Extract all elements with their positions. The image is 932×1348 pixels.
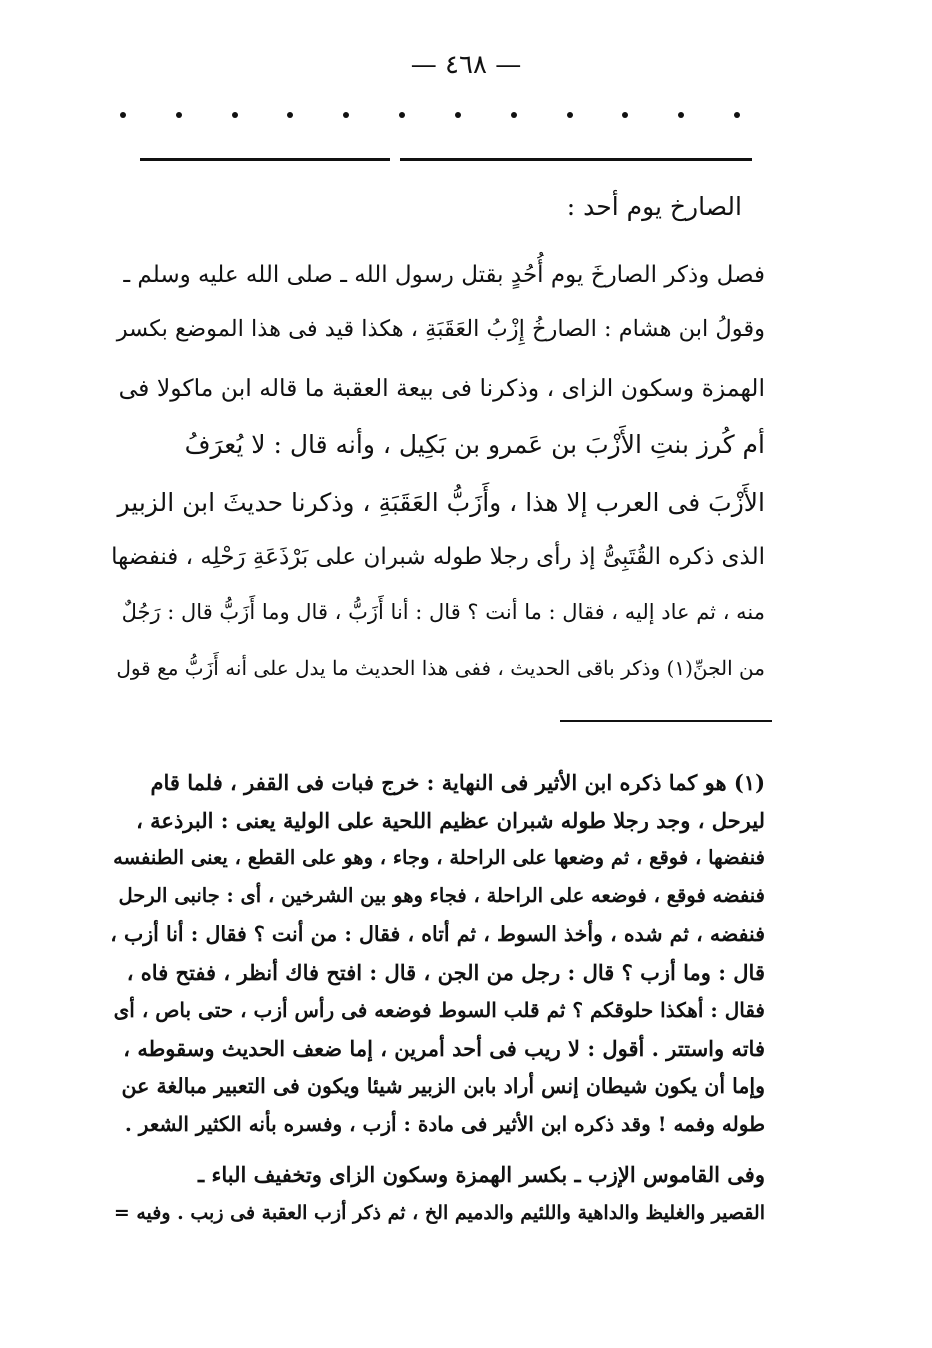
- header-rule-left: [140, 158, 390, 161]
- footnote-line: وفى القاموس الإزب ـ بكسر الهمزة وسكون الزاى وتخفيف الباء ـ: [198, 1162, 765, 1187]
- ornament-dot: [455, 112, 461, 118]
- ornamental-dots: [120, 112, 740, 118]
- ornament-dot: [511, 112, 517, 118]
- footnote-separator: [560, 720, 772, 722]
- footnote-line: (١) هو كما ذكره ابن الأثير فى النهاية : خرج فبات فى القفر ، فلما قام: [150, 770, 765, 795]
- ornament-dot: [343, 112, 349, 118]
- footnote-line: القصير والغليظ والداهية واللئيم والدميم الخ ، ثم ذكر أزب العقبة فى زبب . وفيه =: [113, 1202, 765, 1224]
- text-line: من الجنِّ(١) وذكر باقى الحديث ، ففى هذا الحديث ما يدل على أنه أَزَبُّ مع قول: [116, 656, 765, 680]
- ornament-dot: [678, 112, 684, 118]
- ornament-dot: [120, 112, 126, 118]
- footnote-line: قال : وما أزب ؟ قال : رجل من الجن ، قال : افتح فاك أنظر ، ففتح فاه ،: [126, 960, 765, 985]
- header-rule-right: [400, 158, 752, 161]
- ornament-dot: [287, 112, 293, 118]
- text-line: الذى ذكره القُتَبِىُّ إذ رأى رجلا طوله شبران على بَرْذَعَةِ رَحْلِه ، فنفضها: [111, 544, 765, 570]
- text-line: أم كُرز بنتِ الأَزْبَ بن عَمرو بن بَكِيل ، وأنه قال : لا يُعرَفُ: [184, 430, 765, 459]
- footnote-line: فاته واستتر . أقول : لا ريب فى أحد أمرين ، إما ضعف الحديث وسقوطه ،: [123, 1036, 765, 1061]
- text-line: منه ، ثم عاد إليه ، فقال : ما أنت ؟ قال : أنا أَزَبُّ ، قال وما أَزَبُّ قال : رَجُلٌ: [121, 600, 765, 624]
- footnote-line: ليرحل ، وجد رجلا طوله شبران عظيم اللحية على الولية يعنى : البرذعة ،: [136, 808, 765, 833]
- text-line: الهمزة وسكون الزاى ، وذكرنا فى بيعة العقبة ما قاله ابن ماكولا فى: [118, 374, 765, 402]
- page-number: — ٤٦٨ —: [410, 50, 522, 80]
- ornament-dot: [232, 112, 238, 118]
- ornament-dot: [567, 112, 573, 118]
- footnote-line: فقال : أهكذا حلوقكم ؟ ثم قلب السوط فوضعه فى رأس أزب ، حتى باص ، أى: [113, 998, 765, 1022]
- footnote: [110, 770, 765, 1270]
- ornament-dot: [734, 112, 740, 118]
- footnote-line: فنفضه ، ثم شده ، وأخذ السوط ، ثم أتاه ، فقال : من أنت ؟ فقال : أنا أزب ،: [110, 922, 765, 946]
- section-heading: الصارخ يوم أحد :: [566, 192, 742, 221]
- ornament-dot: [622, 112, 628, 118]
- text-line: الأَزْبَ فى العرب إلا هذا ، وأَزَبُّ العَقَبَةِ ، وذكرنا حديثَ ابن الزبير: [117, 488, 765, 517]
- text-line: فصل وذكر الصارخَ يوم أُحُدٍ بقتل رسول الله ـ صلى الله عليه وسلم ـ: [123, 262, 765, 288]
- main-text: [110, 262, 765, 702]
- text-line: وقولُ ابن هشام : الصارخُ إِزْبُ العَقَبَةِ ، هكذا قيد فى هذا الموضع بكسر: [116, 316, 765, 342]
- footnote-line: طوله وفمه ! وقد ذكره ابن الأثير فى مادة : أزب ، وفسره بأنه الكثير الشعر .: [124, 1112, 765, 1136]
- footnote-line: فنفضها ، فوقع ، ثم وضعها على الراحلة ، وجاء ، وهو على القطع ، يعنى الطنفسه: [113, 846, 765, 869]
- footnote-line: فنفضه فوقع ، فوضعه على الراحلة ، فجاء وهو بين الشرخين ، أى : جانبى الرحل: [118, 884, 765, 907]
- ornament-dot: [399, 112, 405, 118]
- footnote-line: وإما أن يكون شيطان إنس أراد بابن الزبير شيئا ويكون فى التعبير مبالغة عن: [121, 1074, 765, 1098]
- ornament-dot: [176, 112, 182, 118]
